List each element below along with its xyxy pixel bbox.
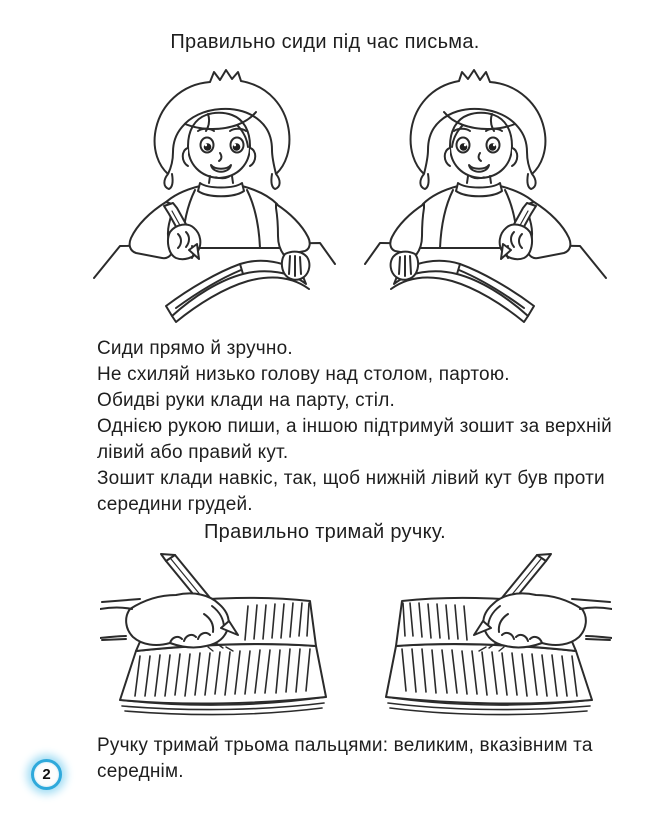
instruction-line: Ручку тримай трьома пальцями: великим, вказівним та середнім.: [97, 735, 593, 782]
grip-section-title: Правильно тримай ручку.: [203, 521, 447, 543]
instruction-line: Не схиляй низько голову над столом, партою.: [97, 364, 510, 385]
child-writing-illustration-right: [362, 62, 612, 330]
posture-instructions: [97, 336, 619, 518]
posture-section-title: Правильно сиди під час письма.: [170, 31, 480, 53]
grip-illustrations: [100, 552, 612, 720]
instruction-line: Зошит клади навкіс, так, щоб нижній лівий кут був проти середини грудей.: [97, 468, 605, 515]
hand-holding-pen-illustration-right: [374, 552, 612, 720]
instruction-line: Обидві руки клади на парту, стіл.: [97, 390, 395, 411]
page-number-badge: [31, 759, 62, 790]
instruction-line: Сиди прямо й зручно.: [97, 338, 293, 359]
grip-instructions: [97, 733, 603, 785]
posture-illustrations: [88, 62, 612, 330]
hand-holding-pen-illustration-left: [100, 552, 338, 720]
child-writing-illustration-left: [88, 62, 338, 330]
instruction-line: Однією рукою пиши, а іншою підтримуй зошит за верхній лівий або правий кут.: [97, 416, 612, 463]
page-number: 2: [42, 766, 51, 783]
